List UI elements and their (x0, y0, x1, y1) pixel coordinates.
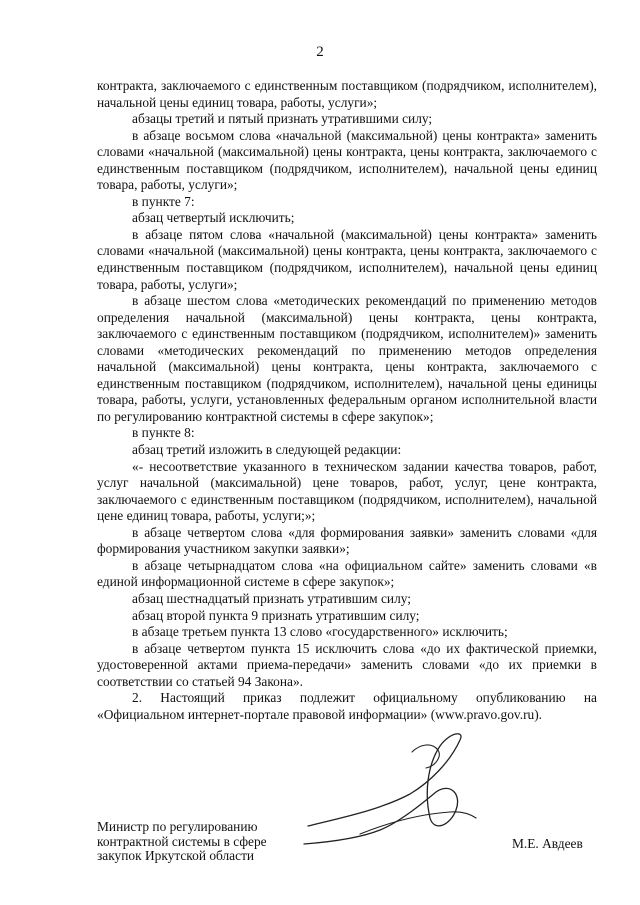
handwritten-signature (300, 722, 480, 852)
paragraph: в абзаце пятом слова «начальной (максимальной) цены контракта» заменить словами «начальной (максимальной) цены контракта, цены контракта, заключаемого с единственным поставщиком (подрядчиком, исполнителем), начальной цены единиц товара, работы, услуги»; (97, 226, 597, 292)
signer-title-line: Министр по регулированию (97, 819, 258, 834)
paragraph: в пункте 8: (132, 425, 195, 441)
signer-title (97, 820, 297, 864)
paragraph: контракта, заключаемого с единственным поставщиком (подрядчиком, исполнителем), начальной цены единиц товара, работы, услуги»; (97, 78, 597, 110)
paragraph: абзац третий изложить в следующей редакции: (132, 442, 402, 458)
paragraph: «- несоответствие указанного в техническом задании качества товаров, работ, услуг начальной (максимальной) цене товаров, работ, услуг, цене контракта, заключаемого с единственным поставщиком (подрядчиком, исполнителем), начальной цене единиц товара, работы, услуги;»; (97, 458, 597, 524)
paragraph: в абзаце четвертом слова «для формирования заявки» заменить словами «для формирования участником закупки заявки»; (97, 524, 597, 557)
signer-title-line: закупок Иркутской области (97, 848, 255, 863)
paragraph: 2. Настоящий приказ подлежит официальному опубликованию на «Официальном интернет-портале правовой информации» (www.pravo.gov.ru). (97, 690, 597, 722)
signer-name: М.Е. Авдеев (512, 836, 583, 851)
paragraph: в абзаце четырнадцатом слова «на официальном сайте» заменить словами «в единой информационной системе в сфере закупок»; (97, 557, 597, 590)
paragraph: в абзаце шестом слова «методических рекомендаций по применению методов определения начальной (максимальной) цены контракта, цены контракта, заключаемого с единственным поставщиком (подрядчиком, исполнителем)» заменить словами «методических рекомендаций по применению методов определения начальной (максимальной) цены контракта, цены контракта, заключаемого с единственным поставщиком (подрядчиком, исполнителем), начальной цены единицы товара, работы, услуги, установленных федеральным органом исполнительной власти по регулированию контрактной системы в сфере закупок»; (97, 293, 597, 424)
paragraph: абзац четвертый исключить; (132, 210, 295, 226)
page-number: 2 (316, 44, 324, 60)
paragraph: в абзаце четвертом пункта 15 исключить слова «до их фактической приемки, удостоверенной актами приема-передачи» заменить словами «до их приемки в соответствии со статьей 94 Закона». (97, 640, 597, 689)
signer-title-line: контрактной системы в сфере (97, 833, 267, 849)
paragraph: абзац второй пункта 9 признать утратившим силу; (132, 607, 420, 623)
paragraph: в абзаце восьмом слова «начальной (максимальной) цены контракта» заменить словами «начальной (максимальной) цены контракта, цены контракта, заключаемого с единственным поставщиком (подрядчиком, исполнителем), начальной цены единиц товара, работы, услуги»; (97, 127, 597, 193)
paragraph: абзац шестнадцатый признать утратившим силу; (132, 590, 411, 606)
paragraph: в абзаце третьем пункта 13 слово «государственного» исключить; (132, 624, 508, 640)
document-body (97, 78, 597, 723)
paragraph: в пункте 7: (132, 193, 195, 209)
paragraph: абзацы третий и пятый признать утратившими силу; (132, 111, 433, 127)
